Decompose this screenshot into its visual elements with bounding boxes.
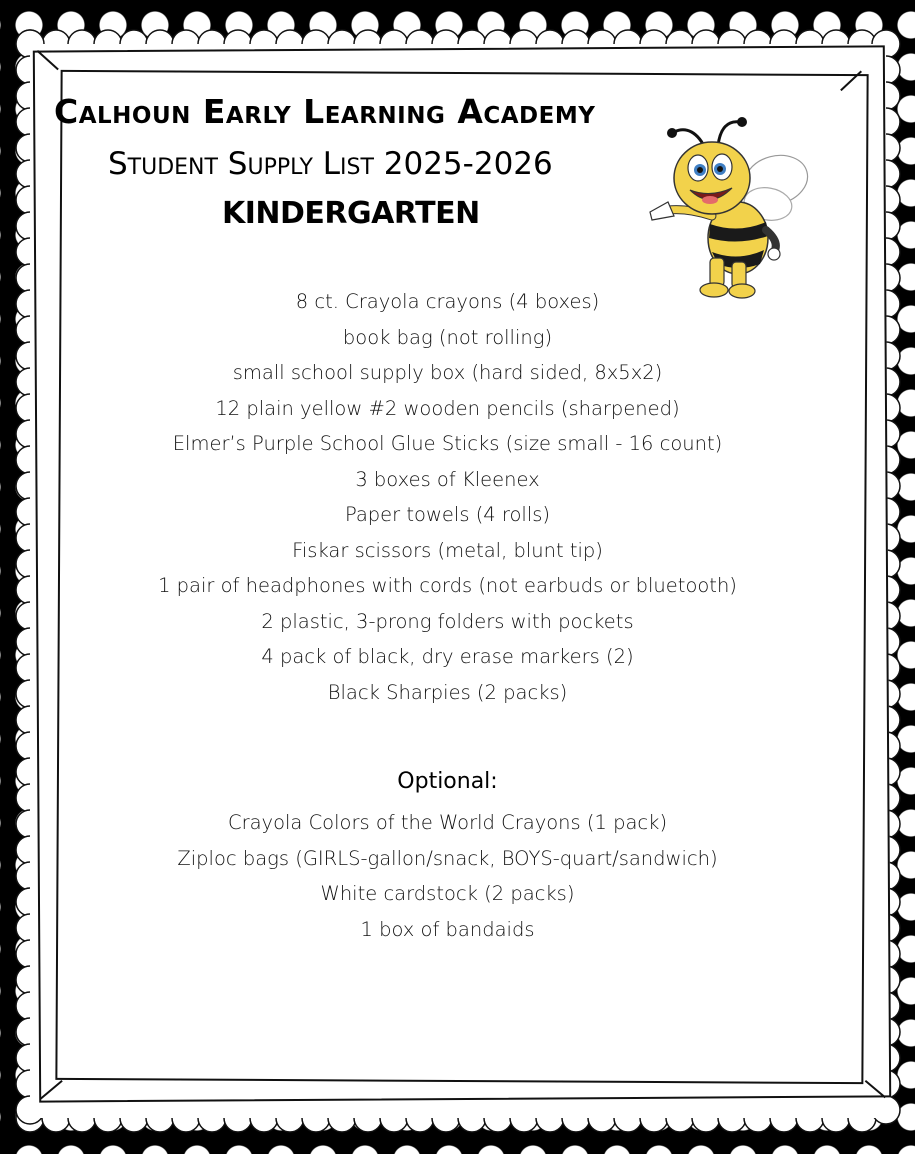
list-item: small school supply box (hard sided, 8x5x2) (232, 361, 663, 384)
list-item: 12 plain yellow #2 wooden pencils (sharpened) (215, 396, 680, 420)
list-item: 1 pair of headphones with cords (not earbuds or bluetooth) (158, 574, 737, 597)
school-name: Calhoun Early Learning Academy (54, 92, 596, 131)
list-item: White cardstock (2 packs) (320, 882, 575, 905)
list-item: 4 pack of black, dry erase markers (2) (261, 645, 634, 668)
grade-heading: KINDERGARTEN (222, 196, 480, 231)
list-item: 3 boxes of Kleenex (355, 467, 540, 491)
list-item: book bag (not rolling) (342, 325, 553, 349)
optional-list (80, 805, 815, 947)
list-item: Paper towels (4 rolls) (344, 503, 551, 526)
list-item: Elmer’s Purple School Glue Sticks (size small - 16 count) (172, 432, 723, 455)
list-item: 8 ct. Crayola crayons (4 boxes) (295, 290, 600, 313)
bee-mascot-icon (638, 112, 814, 300)
supply-list (80, 284, 815, 710)
list-item: Black Sharpies (2 packs) (327, 680, 568, 704)
supply-list-title: Student Supply List 2025-2026 (108, 146, 553, 182)
list-item: Ziploc bags (GIRLS-gallon/snack, BOYS-quart/sandwich) (177, 846, 718, 870)
list-item: Crayola Colors of the World Crayons (1 pack) (227, 811, 668, 834)
optional-heading: Optional: (397, 769, 498, 794)
list-item: 1 box of bandaids (360, 917, 535, 941)
list-item: Fiskar scissors (metal, blunt tip) (292, 538, 603, 562)
list-item: 2 plastic, 3-prong folders with pockets (261, 609, 634, 633)
